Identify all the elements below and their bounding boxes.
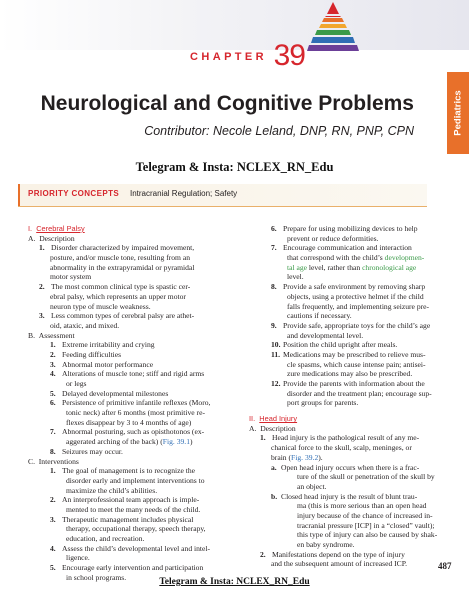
- sub-list-continuation: [249, 521, 449, 531]
- section-heading: I. Cerebral Palsy: [28, 224, 85, 233]
- list-item: [28, 398, 236, 408]
- list-text: cle spasms, which cause intense pain; antisei-: [287, 359, 426, 369]
- list-number: 11.: [271, 349, 281, 359]
- list-number: 1.: [50, 340, 56, 350]
- list-number: 8.: [271, 282, 277, 292]
- list-number: 3.: [39, 311, 45, 321]
- list-item-continuation: tal age level, rather than chronological age: [287, 262, 417, 272]
- list-item-continuation: [249, 398, 449, 408]
- list-item: [249, 282, 449, 292]
- list-item-continuation: [28, 534, 236, 544]
- list-text: Position the child upright after meals.: [283, 340, 398, 350]
- list-item: [28, 466, 236, 476]
- list-item: [28, 350, 236, 360]
- list-text: The goal of management is to recognize the: [62, 466, 196, 476]
- list-text: motor system: [50, 272, 92, 282]
- list-item-continuation: [28, 292, 236, 302]
- sub-list-continuation: [249, 530, 449, 540]
- list-text: Delayed developmental milestones: [62, 388, 169, 398]
- sub-list-letter: b.: [271, 491, 278, 501]
- chapter-number: 39: [273, 39, 305, 72]
- chapter-label: CHAPTER: [190, 51, 267, 63]
- list-text: Abnormal motor performance: [62, 359, 154, 369]
- left-column: [28, 224, 236, 582]
- list-text: cautions if necessary.: [287, 311, 352, 321]
- list-item-continuation: [249, 331, 449, 341]
- section-heading: II. Head Injury: [249, 414, 298, 424]
- list-item-continuation: chanical force to the skull, scalp, meninges, or: [271, 443, 412, 453]
- list-text: tonic neck) after 6 months (most primitive re-: [66, 408, 205, 418]
- subsection-heading: B. Assessment: [28, 330, 75, 340]
- list-item-continuation: [28, 379, 236, 389]
- right-column: [249, 224, 449, 569]
- interventions-list-continued: [249, 282, 449, 408]
- list-number: 1.: [50, 466, 56, 476]
- list-item-continuation: [28, 476, 236, 486]
- list-item-continuation: [249, 292, 449, 302]
- list-text: zure medications may also be prescribed.: [287, 369, 413, 379]
- list-number: 4.: [50, 369, 56, 379]
- list-item: [28, 563, 236, 573]
- list-item: 6. Prepare for using mobilizing devices to help: [271, 224, 418, 233]
- list-text: Extreme irritability and crying: [62, 340, 155, 350]
- list-number: 3.: [50, 359, 56, 369]
- list-item-continuation: [28, 524, 236, 534]
- list-item: [28, 360, 236, 370]
- list-item: [249, 321, 449, 331]
- list-text: Encourage early intervention and participation: [62, 563, 204, 573]
- priority-concepts-box: [18, 184, 427, 206]
- list-number: 10.: [271, 340, 281, 350]
- watermark-bottom: Telegram & Insta: NCLEX_RN_Edu: [159, 577, 310, 587]
- list-item-continuation: and the subsequent amount of increased ICP.: [271, 559, 408, 569]
- sub-list-continuation: [249, 540, 449, 550]
- list-item-continuation: level.: [287, 272, 304, 282]
- list-item: [249, 379, 449, 389]
- list-text: and developmental level.: [287, 330, 364, 340]
- assessment-list: [28, 340, 236, 427]
- sub-list-continuation: [249, 501, 449, 511]
- list-text: posture, and/or muscle tone, resulting from an: [50, 253, 191, 263]
- list-item-continuation: [28, 253, 236, 263]
- list-text: objects, using a protective helmet if the child: [287, 291, 424, 301]
- list-text: Therapeutic management includes physical: [62, 514, 194, 524]
- list-text: ebral palsy, which represents an upper motor: [50, 291, 186, 301]
- list-item-continuation: [28, 418, 236, 428]
- sub-list-continuation: [249, 472, 449, 482]
- list-item-continuation: [28, 302, 236, 312]
- sub-item-closed-injury: [249, 492, 449, 550]
- subsection-heading: C. Interventions: [28, 456, 79, 466]
- sub-list-letter: a.: [271, 462, 277, 472]
- list-text: The most common clinical type is spastic cer-: [51, 282, 191, 292]
- list-item-continuation: [28, 272, 236, 282]
- sub-list-text: en baby syndrome.: [297, 540, 355, 549]
- list-text: Provide safe, appropriate toys for the child’s age: [283, 320, 431, 330]
- list-item: 7. Encourage communication and interaction: [271, 243, 412, 253]
- list-item: [28, 544, 236, 554]
- sub-list-text: an object.: [297, 481, 327, 491]
- section-tab-label: Pediatrics: [452, 90, 464, 136]
- developmental-age-term: developmen-: [384, 253, 425, 263]
- figure-link[interactable]: Fig. 39.1: [162, 437, 190, 447]
- list-number: 6.: [50, 398, 56, 408]
- sub-list-continuation: [249, 482, 449, 492]
- list-item: [28, 495, 236, 505]
- chronological-age-term: chronological age: [362, 262, 417, 272]
- sub-item-open-injury: [249, 463, 449, 492]
- list-item-continuation: [28, 553, 236, 563]
- list-text: abnormality in the extrapyramidal or pyramidal: [50, 262, 195, 272]
- figure-link[interactable]: Fig. 39.2: [291, 452, 319, 462]
- list-text: flexes disappear by 3 to 4 months of age): [66, 417, 192, 427]
- sub-list-text: Open head injury occurs when there is a frac-: [281, 462, 420, 472]
- list-item-continuation: [28, 505, 236, 515]
- description-list: [28, 243, 236, 330]
- list-item: 7. Abnormal posturing, such as opisthotonos (ex-: [50, 427, 205, 437]
- list-number: 4.: [50, 543, 56, 553]
- list-text: disorder early and implement interventions to: [66, 475, 205, 485]
- list-item: [249, 340, 449, 350]
- list-text: Persistence of primitive infantile reflexes (Moro,: [62, 398, 211, 408]
- list-item: 2. Manifestations depend on the type of injury: [260, 549, 405, 559]
- sub-list-text: Closed head injury is the result of blunt trau-: [281, 491, 418, 501]
- sub-list-text: injury because of the chance of increased in-: [297, 510, 433, 520]
- list-item: [28, 340, 236, 350]
- list-item: [28, 243, 236, 253]
- list-number: 5.: [50, 563, 56, 573]
- list-text: or legs: [66, 379, 87, 388]
- watermark-top: Telegram & Insta: NCLEX_RN_Edu: [135, 160, 334, 174]
- list-item: [28, 389, 236, 399]
- list-text: disorder and the treatment plan; encourage sup-: [287, 388, 432, 398]
- list-number: 12.: [271, 379, 281, 388]
- list-text: Less common types of cerebral palsy are athet-: [51, 311, 195, 321]
- list-number: 1.: [39, 243, 45, 253]
- list-item-continuation: [249, 389, 449, 399]
- list-text: Medications may be prescribed to relieve mus-: [283, 349, 426, 359]
- list-item-continuation: that correspond with the child’s developmen-: [287, 253, 425, 263]
- list-text: port groups for parents.: [287, 398, 359, 408]
- sub-list-text: ture of the skull or penetration of the skull by: [297, 472, 435, 482]
- sub-list-item: [249, 492, 449, 502]
- list-text: An interprofessional team approach is imple-: [62, 495, 200, 505]
- sub-list-item: [249, 463, 449, 473]
- sub-list-continuation: [249, 511, 449, 521]
- list-text: education, and recreation.: [66, 534, 145, 543]
- list-item: [28, 311, 236, 321]
- priority-concepts-rule: [18, 206, 427, 207]
- list-item-continuation: [249, 360, 449, 370]
- list-number: 2.: [39, 282, 45, 292]
- chapter-title: Neurological and Cognitive Problems: [40, 92, 414, 115]
- list-number: 3.: [50, 514, 56, 524]
- list-item-continuation: [249, 369, 449, 379]
- list-item-continuation: [249, 302, 449, 312]
- chapter-heading: [0, 39, 405, 75]
- list-text: Provide a safe environment by removing sharp: [283, 282, 426, 292]
- list-item-continuation: aggerated arching of the back) (Fig. 39.1): [66, 437, 193, 447]
- priority-concepts-text: Intracranial Regulation; Safety: [130, 189, 238, 198]
- priority-concepts-label: PRIORITY CONCEPTS: [28, 189, 120, 198]
- list-text: Alterations of muscle tone; stiff and rigid arms: [62, 369, 205, 379]
- list-number: 2.: [50, 349, 56, 359]
- developmental-age-term-cont: tal age: [287, 262, 308, 272]
- sub-list-text: tracranial pressure [ICP] in a “closed” vault);: [297, 520, 435, 530]
- sub-list-text: this type of injury can also be caused by shak-: [297, 530, 438, 540]
- contributor-line: Contributor: Necole Leland, DNP, RN, PNP, CPN: [144, 124, 414, 138]
- list-text: in school programs.: [66, 572, 127, 582]
- list-item-continuation: [28, 486, 236, 496]
- list-text: mented to meet the many needs of the child.: [66, 504, 201, 514]
- list-item-continuation: [249, 311, 449, 321]
- list-number: 5.: [50, 388, 56, 398]
- subsection-heading: A. Description: [249, 423, 296, 433]
- list-text: Assess the child’s developmental level and intel-: [62, 543, 211, 553]
- list-text: ligence.: [66, 553, 90, 563]
- section-tab: [447, 72, 469, 154]
- page-number: 487: [438, 561, 452, 571]
- list-item-continuation: prevent or reduce deformities.: [287, 233, 379, 243]
- list-item: [249, 350, 449, 360]
- subsection-heading: A. Description: [28, 233, 75, 243]
- list-text: falls frequently, and implementing seizure pre-: [287, 301, 430, 311]
- list-item-continuation: brain (Fig. 39.2).: [271, 452, 323, 462]
- list-item: 1. Head injury is the pathological result of any me-: [260, 433, 420, 443]
- list-number: 9.: [271, 320, 277, 330]
- list-item-continuation: [28, 408, 236, 418]
- list-text: Provide the parents with information about the: [283, 379, 425, 388]
- sub-list-text: ma (this is more serious than an open head: [297, 501, 427, 511]
- list-text: Feeding difficulties: [62, 349, 122, 359]
- list-item-continuation: [28, 321, 236, 331]
- list-item: [28, 369, 236, 379]
- list-text: maximize the child’s abilities.: [66, 485, 158, 495]
- list-text: therapy, occupational therapy, speech therapy,: [66, 524, 206, 534]
- list-item: [28, 282, 236, 292]
- list-text: neuron type of muscle weakness.: [50, 301, 151, 311]
- list-item: [28, 515, 236, 525]
- list-number: 2.: [50, 495, 56, 505]
- interventions-list: [28, 466, 236, 582]
- list-item-continuation: [28, 263, 236, 273]
- list-item: 8. Seizures may occur.: [50, 446, 123, 456]
- list-text: oid, ataxic, and mixed.: [50, 320, 120, 330]
- list-text: Disorder characterized by impaired movement,: [51, 243, 195, 253]
